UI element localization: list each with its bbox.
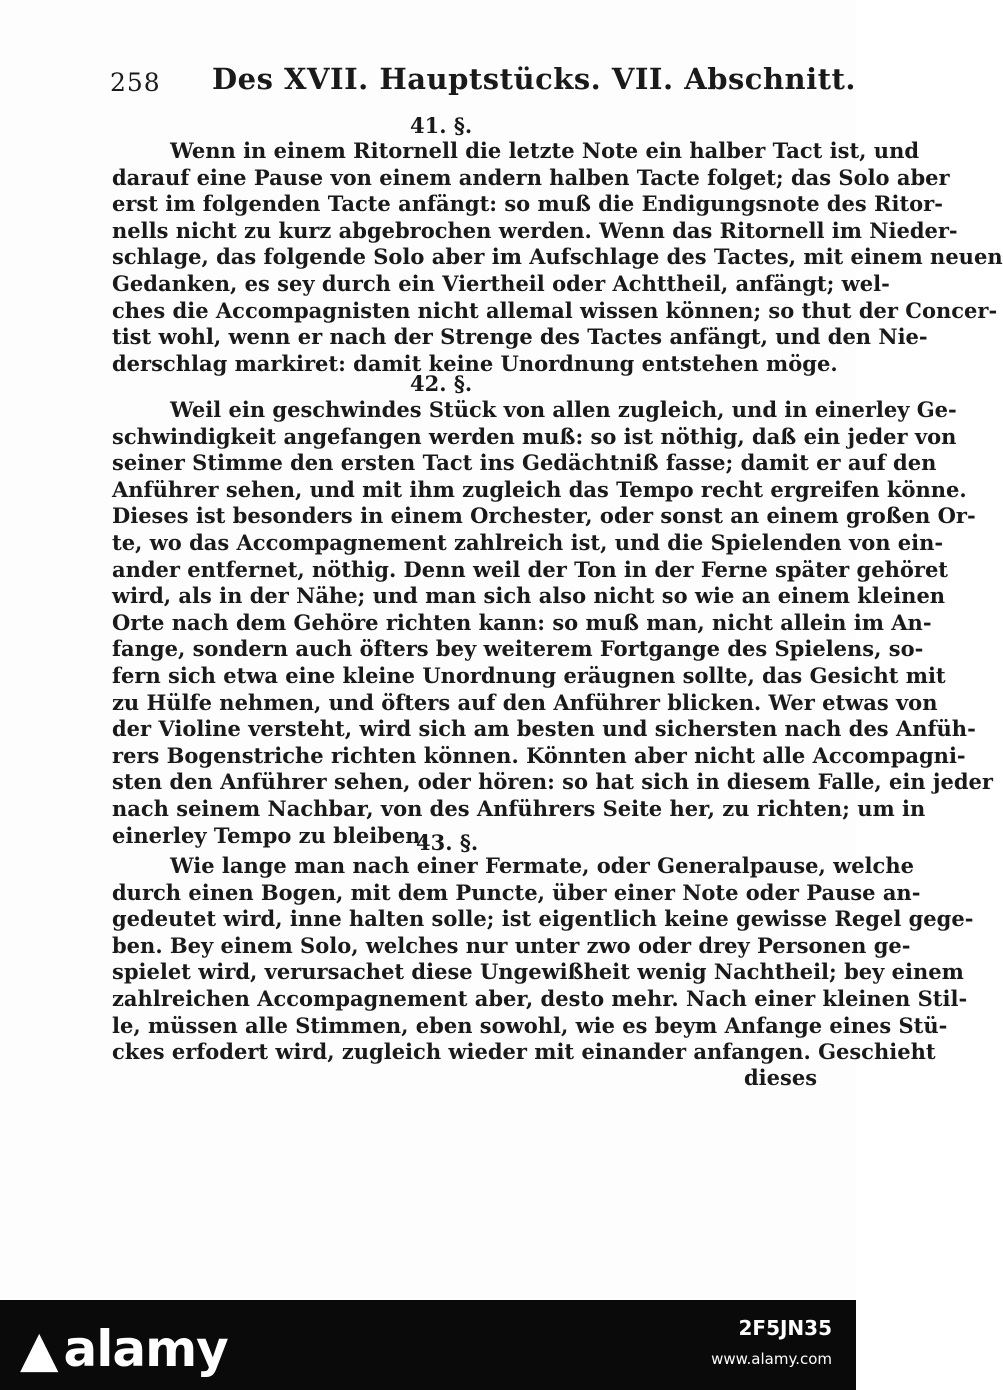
text-line: Wenn in einem Ritornell die letzte Note ein halber Tact ist, und (170, 138, 920, 163)
running-title: Des XVII. Hauptstücks. VII. Abschnitt. (212, 62, 857, 96)
text-line: ches die Accompagnisten nicht allemal wissen können; so thut der Concer- (112, 297, 998, 323)
text-line: le, müssen alle Stimmen, eben sowohl, wie es beym Anfange eines Stü- (112, 1012, 948, 1038)
text-line: nach seinem Nachbar, von des Anführers Seite her, zu richten; um in (112, 795, 926, 821)
text-line: durch einen Bogen, mit dem Puncte, über einer Note oder Pause an- (112, 879, 921, 905)
section-number-41: 41. §. (410, 113, 473, 138)
paragraph-42 (112, 397, 993, 849)
text-line: schlage, das folgende Solo aber im Aufschlage des Tactes, mit einem neuen (112, 244, 1003, 270)
text-line: seiner Stimme den ersten Tact ins Gedächtniß fasse; damit er auf den (112, 450, 937, 476)
alamy-logo (20, 1320, 228, 1378)
watermark-footer (0, 1300, 856, 1390)
paragraph-41 (112, 138, 1003, 377)
section-number-42: 42. §. (410, 371, 473, 396)
text-line: sten den Anführer sehen, oder hören: so hat sich in diesem Falle, ein jeder (112, 769, 993, 795)
text-line: ben. Bey einem Solo, welches nur unter zwo oder drey Personen ge- (112, 932, 911, 958)
page-number: 258 (110, 68, 161, 97)
text-line: tist wohl, wenn er nach der Strenge des Tactes anfängt, und den Nie- (112, 324, 928, 350)
text-line: der Violine versteht, wird sich am besten und sichersten nach des Anfüh- (112, 716, 976, 742)
text-line: zahlreichen Accompagnement aber, desto mehr. Nach einer kleinen Stil- (112, 985, 968, 1011)
text-line: Weil ein geschwindes Stück von allen zugleich, und in einerley Ge- (170, 397, 957, 422)
paragraph-43 (112, 853, 974, 1066)
text-line: derschlag markiret: damit keine Unordnung entstehen möge. (112, 350, 838, 376)
text-line: Wie lange man nach einer Fermate, oder Generalpause, welche (170, 853, 914, 878)
text-line: Orte nach dem Gehöre richten kann: so muß man, nicht allein im An- (112, 609, 932, 635)
text-line: spielet wird, verursachet diese Ungewißheit wenig Nachtheil; bey einem (112, 959, 964, 985)
text-line: schwindigkeit angefangen werden muß: so ist nöthig, daß ein jeder von (112, 423, 957, 449)
section-number-43: 43. §. (416, 830, 479, 855)
catchword: dieses (744, 1065, 818, 1090)
footer-url: www.alamy.com (711, 1350, 832, 1368)
image-id: 2F5JN35 (738, 1316, 832, 1340)
text-line: zu Hülfe nehmen, und öfters auf den Anführer blicken. Wer etwas von (112, 689, 938, 715)
alamy-logo-text: alamy (63, 1320, 228, 1378)
text-line: einerley Tempo zu bleiben. (112, 822, 428, 848)
text-line: gedeutet wird, inne halten solle; ist eigentlich keine gewisse Regel gege- (112, 906, 974, 932)
text-line: Dieses ist besonders in einem Orchester, oder sonst an einem großen Or- (112, 503, 976, 529)
page-header (110, 60, 857, 100)
text-line: rers Bogenstriche richten können. Könnten aber nicht alle Accompagni- (112, 742, 966, 768)
text-line: ander entfernet, nöthig. Denn weil der Ton in der Ferne später gehöret (112, 556, 949, 582)
text-line: Anführer sehen, und mit ihm zugleich das Tempo recht ergreifen könne. (112, 476, 967, 502)
text-line: nells nicht zu kurz abgebrochen werden. Wenn das Ritornell im Nieder- (112, 217, 958, 243)
text-line: Gedanken, es sey durch ein Viertheil oder Achttheil, anfängt; wel- (112, 270, 890, 296)
text-line: erst im folgenden Tacte anfängt: so muß die Endigungsnote des Ritor- (112, 191, 943, 217)
text-line: wird, als in der Nähe; und man sich also nicht so wie an einem kleinen (112, 583, 946, 609)
text-line: darauf eine Pause von einem andern halben Tacte folget; das Solo aber (112, 164, 950, 190)
text-line: fern sich etwa eine kleine Unordnung eräugnen sollte, das Gesicht mit (112, 662, 946, 688)
text-line: te, wo das Accompagnement zahlreich ist, und die Spielenden von ein- (112, 529, 944, 555)
text-line: fange, sondern auch öfters bey weiterem Fortgange des Spielens, so- (112, 636, 924, 662)
alamy-mark-icon: ▲ (20, 1320, 58, 1378)
text-line: ckes erfodert wird, zugleich wieder mit einander anfangen. Geschieht (112, 1039, 936, 1065)
